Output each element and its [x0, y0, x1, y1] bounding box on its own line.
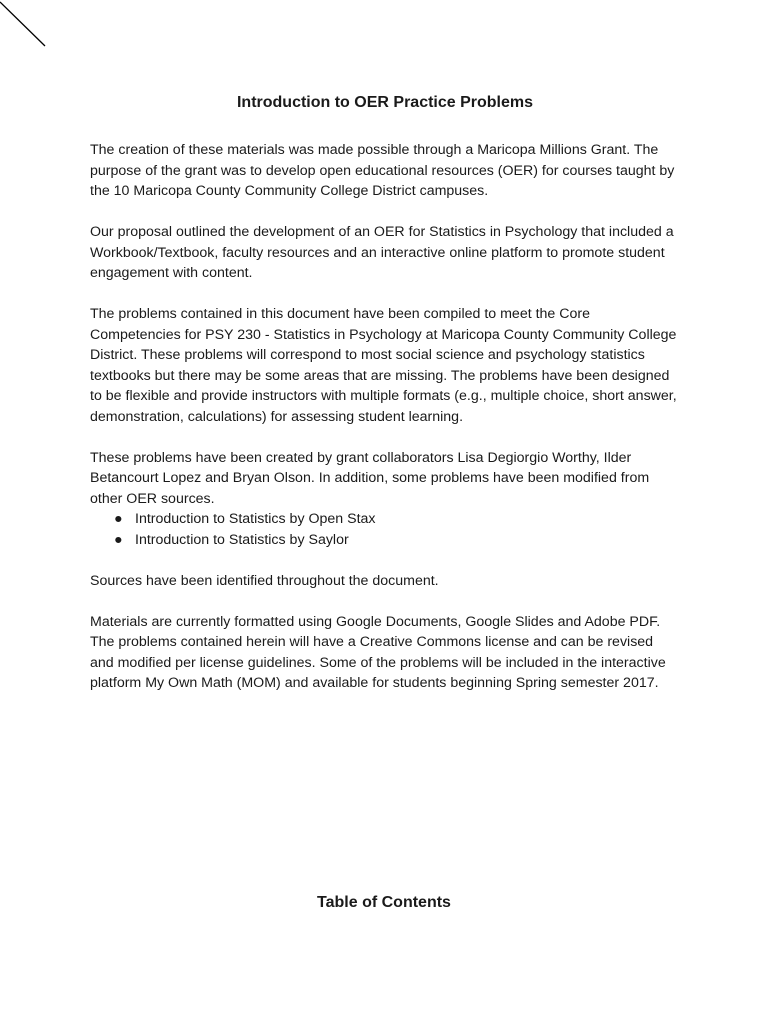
list-item-text: Introduction to Statistics by Saylor — [135, 531, 349, 548]
list-item — [90, 530, 680, 551]
paragraph-sources: Sources have been identified throughout the document. — [90, 572, 439, 589]
sources-list — [90, 509, 680, 550]
paragraph-problems: The problems contained in this document have been compiled to meet the Core Competencies for PSY 230 - Statistics in Psychology at Maricopa County Community College District. These problems will correspond to most social science and psychology statistics textbooks but there may be some areas that are missing. The problems have been designed to be flexible and provide instructors with multiple formats (e.g., multiple choice, short answer, demonstration, calculations) for assessing student learning. — [90, 306, 677, 425]
document-body — [90, 92, 680, 714]
bullet-icon: ● — [114, 531, 123, 548]
list-item-text: Introduction to Statistics by Open Stax — [135, 511, 376, 527]
paragraph-collaborators: These problems have been created by grant collaborators Lisa Degiorgio Worthy, Ilder Betancourt Lopez and Bryan Olson. In addition, some problems have been modified from other OER sources. — [90, 449, 650, 507]
paragraph-formats: Materials are currently formatted using Google Documents, Google Slides and Adobe PDF. The problems contained herein will have a Creative Commons license and can be revised and modified per license guidelines. Some of the problems will be included in the interactive platform My Own Math (MOM) and available for students beginning Spring semester 2017. — [90, 613, 666, 691]
document-title: Introduction to OER Practice Problems — [236, 94, 534, 111]
paragraph-grant: The creation of these materials was made possible through a Maricopa Millions Grant. The purpose of the grant was to develop open educational resources (OER) for courses taught by the 10 Maricopa County Community College District campuses. — [90, 142, 675, 199]
table-of-contents-heading: Table of Contents — [317, 894, 451, 911]
bullet-icon: ● — [114, 511, 123, 527]
paragraph-proposal: Our proposal outlined the development of an OER for Statistics in Psychology that included a Workbook/Textbook, faculty resources and an interactive online platform to promote student engagement with content. — [90, 224, 674, 281]
list-item — [90, 509, 680, 530]
corner-fold-line — [0, 0, 50, 50]
